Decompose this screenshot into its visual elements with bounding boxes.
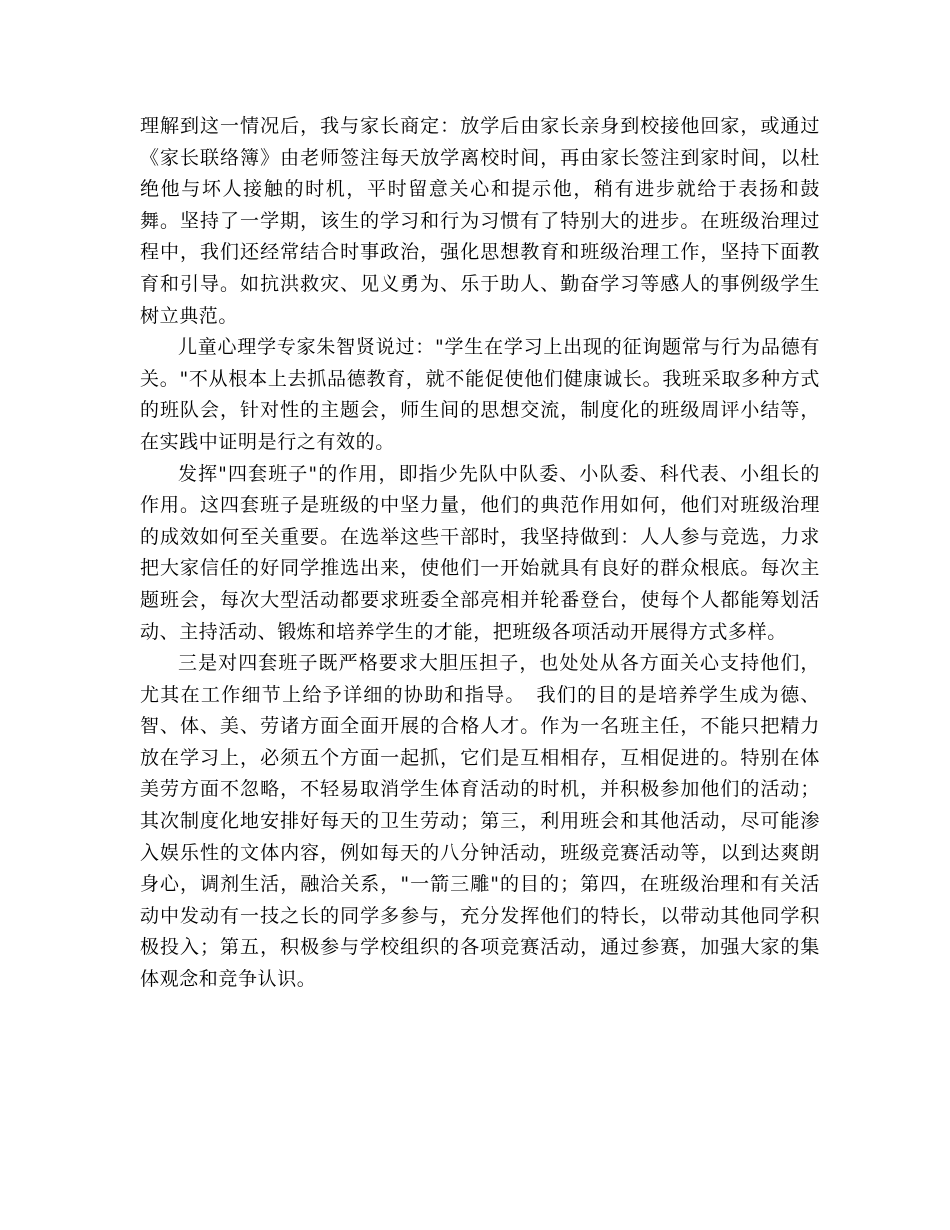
paragraph-2: 儿童心理学专家朱智贤说过："学生在学习上出现的征询题常与行为品德有关。"不从根本上去抓品德教育，就不能促使他们健康诚长。我班采取多种方式的班队会，针对性的主题会，师生间的思想交流，制度化的班级周评小结等，在实践中证明是行之有效的。 [140,336,820,453]
paragraph-1: 理解到这一情况后，我与家长商定：放学后由家长亲身到校接他回家，或通过《家长联络簿》由老师签注每天放学离校时间，再由家长签注到家时间，以杜绝他与坏人接触的时机，平时留意关心和提示他，稍有进步就给于表扬和鼓舞。坚持了一学期，该生的学习和行为习惯有了特别大的进步。在班级治理过程中，我们还经常结合时事政治，强化思想教育和班级治理工作，坚持下面教育和引导。如抗洪救灾、见义勇为、乐于助人、勤奋学习等感人的事例级学生树立典范。 [140,115,820,327]
paragraph-4: 三是对四套班子既严格要求大胆压担子，也处处从各方面关心支持他们，尤其在工作细节上给予详细的协助和指导。 我们的目的是培养学生成为德、智、体、美、劳诸方面全面开展的合格人才。作为一名班主任，不能只把精力放在学习上，必须五个方面一起抓，它们是互相相存，互相促进的。特别在体美劳方面不忽略，不轻易取消学生体育活动的时机，并积极参加他们的活动；其次制度化地安排好每天的卫生劳动；第三，利用班会和其他活动，尽可能渗入娱乐性的文体内容，例如每天的八分钟活动，班级竞赛活动等，以到达爽朗身心，调剂生活，融洽关系，"一箭三雕"的目的；第四，在班级治理和有关活动中发动有一技之长的同学多参与，充分发挥他们的特长，以带动其他同学积极投入；第五，积极参与学校组织的各项竞赛活动，通过参赛，加强大家的集体观念和竞争认识。 [140,652,820,991]
paragraph-3: 发挥"四套班子"的作用，即指少先队中队委、小队委、科代表、小组长的作用。这四套班子是班级的中坚力量，他们的典范作用如何，他们对班级治理的成效如何至关重要。在选举这些干部时，我坚持做到：人人参与竞选，力求把大家信任的好同学推选出来，使他们一开始就具有良好的群众根底。每次主题班会，每次大型活动都要求班委全部亮相并轮番登台，使每个人都能筹划活动、主持活动、锻炼和培养学生的才能，把班级各项活动开展得方式多样。 [140,462,820,643]
document-body [140,111,820,996]
